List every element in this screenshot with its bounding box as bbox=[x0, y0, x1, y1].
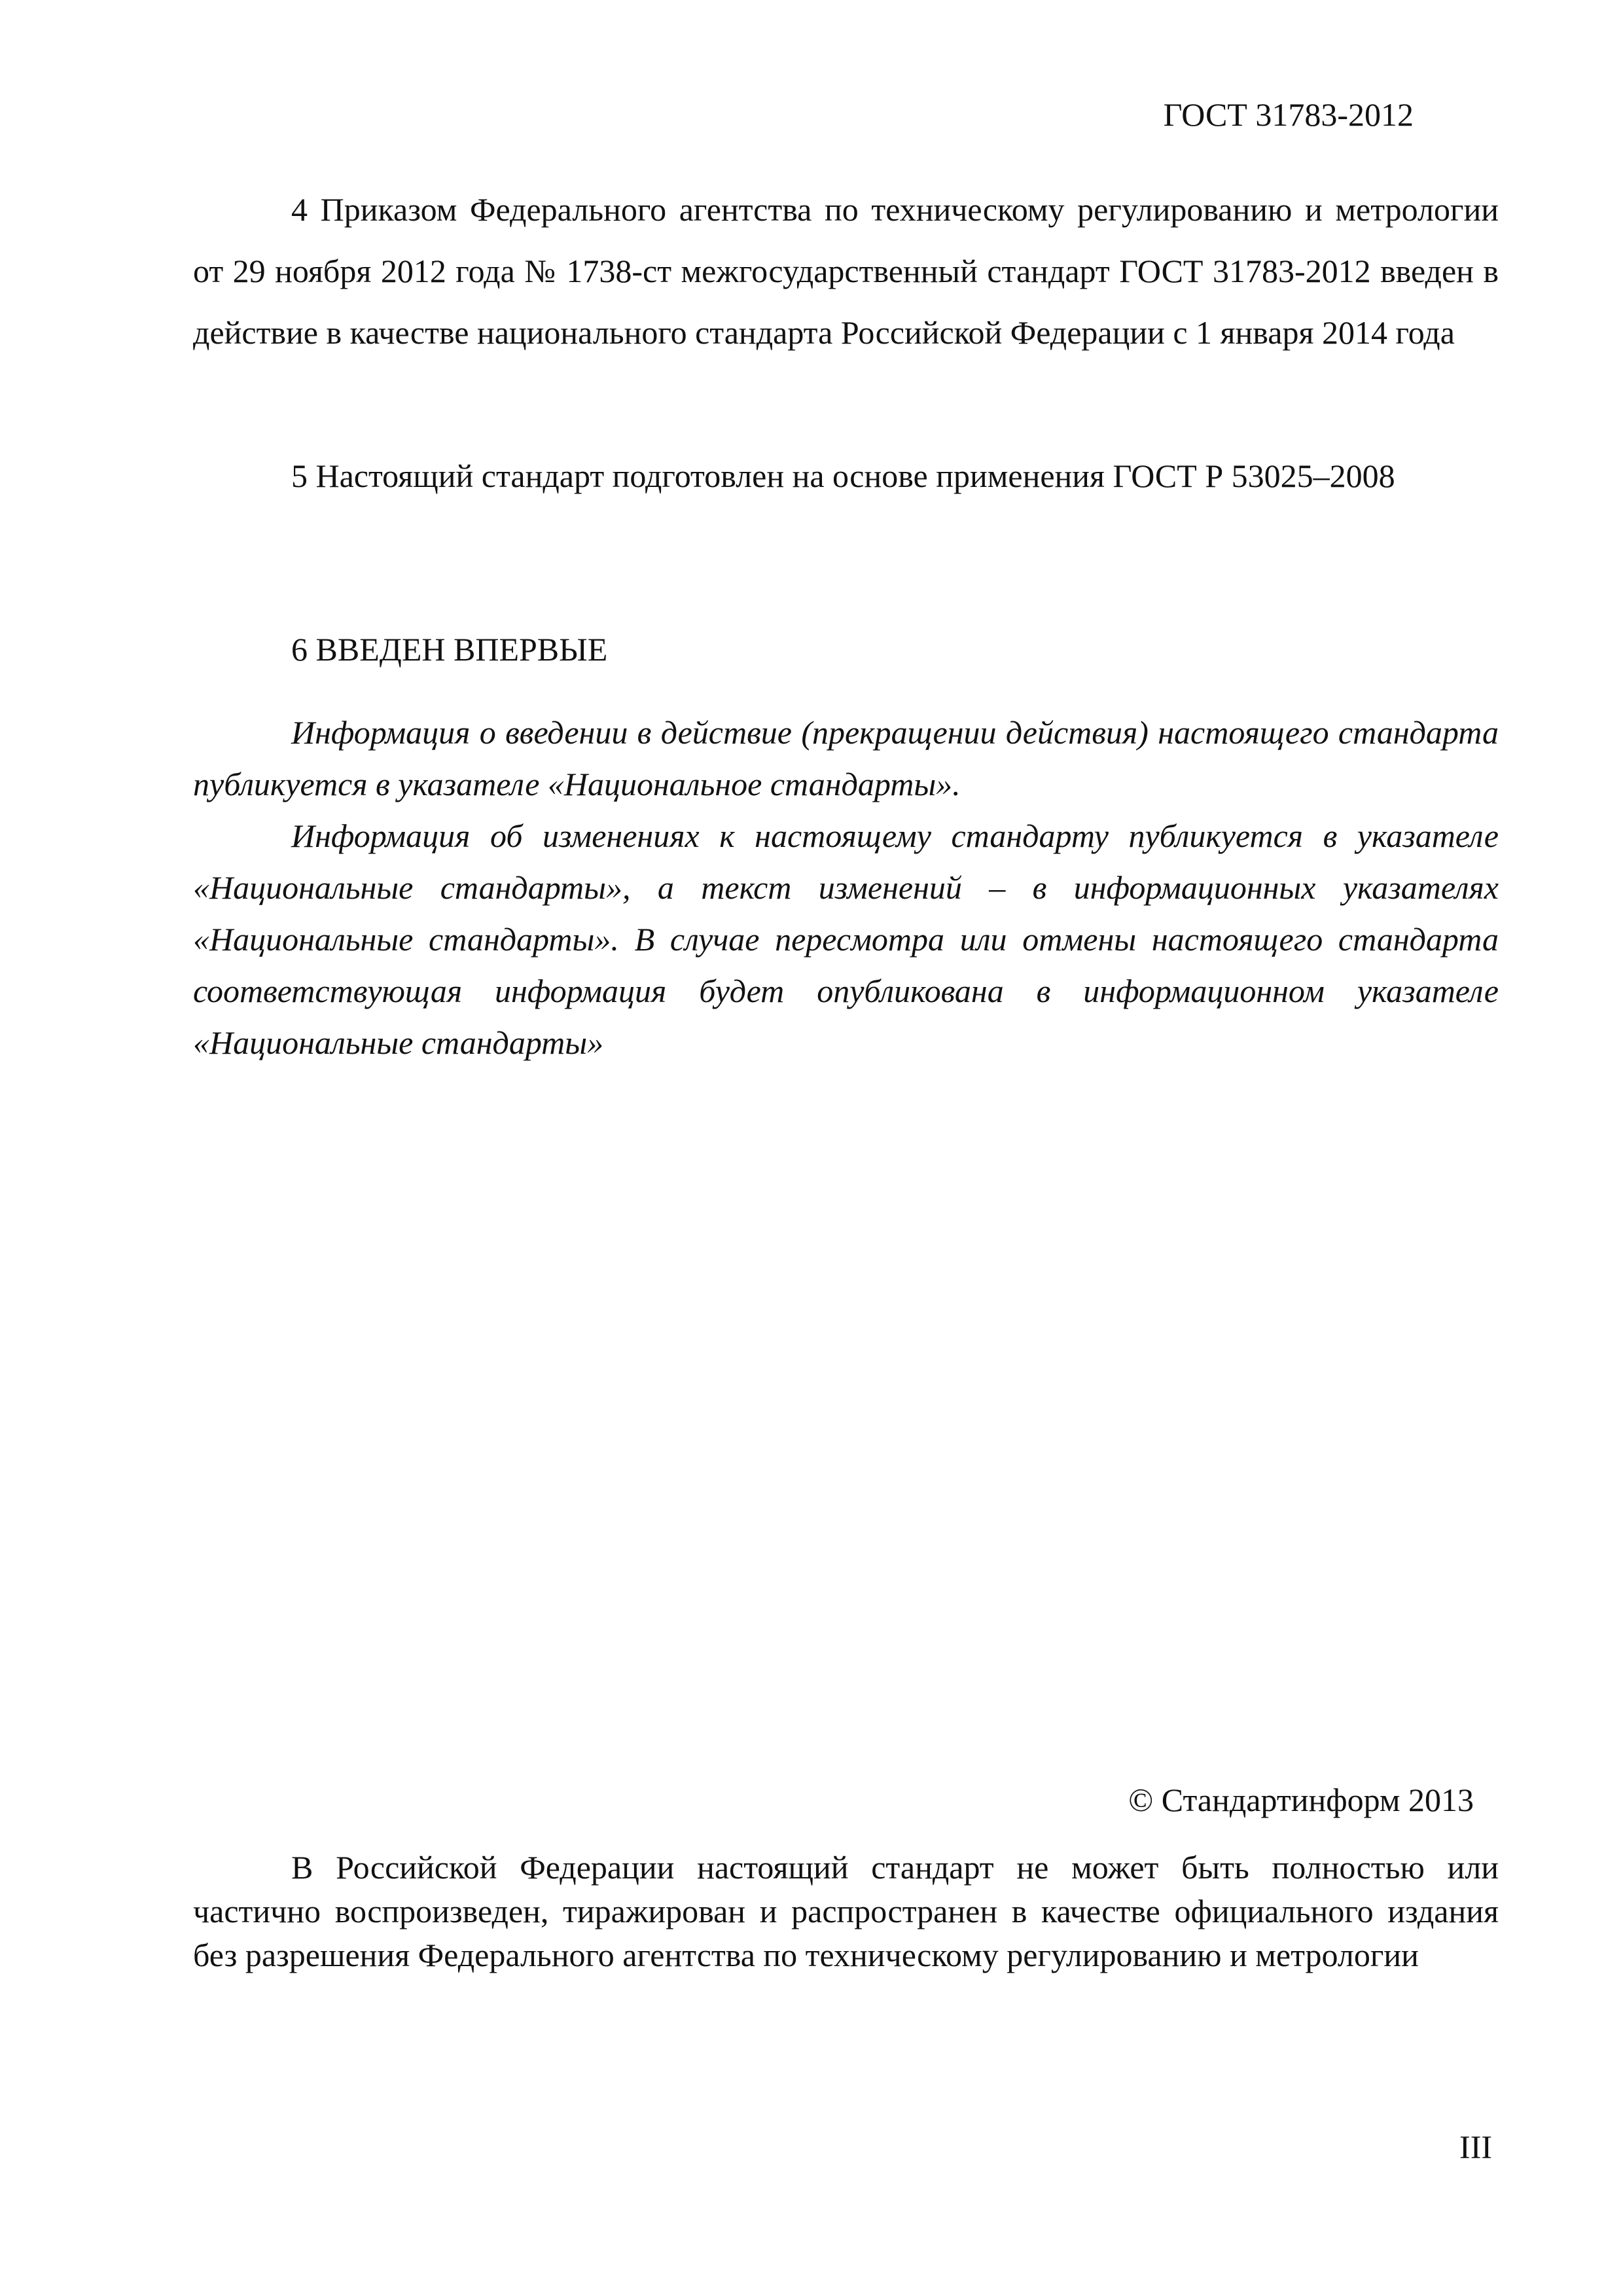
page-number: III bbox=[1459, 2128, 1492, 2165]
item-6-block bbox=[193, 619, 1499, 680]
item-5-paragraph: 5 Настоящий стандарт подготовлен на основе применения ГОСТ Р 53025–2008 bbox=[291, 457, 1395, 494]
info-paragraph-introduction: Информация о введении в действие (прекращении действия) настоящего стандарта публикуется в указателе «Национальное стандарты». bbox=[193, 714, 1499, 802]
reproduction-notice-block bbox=[193, 1846, 1499, 1977]
item-4-paragraph: 4 Приказом Федерального агентства по техническому регулированию и метрологии от 29 ноября 2012 года № 1738-ст межгосударственный стандарт ГОСТ 31783-2012 введен в действие в качестве национального стандарта Российской Федерации с 1 января 2014 года bbox=[193, 191, 1499, 351]
copyright-line: © Стандартинформ 2013 bbox=[1128, 1782, 1474, 1818]
info-paragraph-changes: Информация об изменениях к настоящему стандарту публикуется в указателе «Национальные стандарты», а текст изменений – в информационных указателях «Национальные стандарты». В случае пересмотра или отмены настоящего стандарта соответствующая информация будет опубликована в информационном указателе «Национальные стандарты» bbox=[193, 817, 1499, 1061]
information-block bbox=[193, 707, 1499, 1069]
item-4-block bbox=[193, 179, 1499, 363]
item-6-paragraph: 6 ВВЕДЕН ВПЕРВЫЕ bbox=[291, 631, 608, 668]
document-code-header: ГОСТ 31783-2012 bbox=[1163, 96, 1414, 133]
reproduction-notice-paragraph: В Российской Федерации настоящий стандарт не может быть полностью или частично воспроизведен, тиражирован и распространен в качестве официального издания без разрешения Федерального агентства по техническому регулированию и метрологии bbox=[193, 1849, 1499, 1973]
item-5-block bbox=[193, 445, 1499, 507]
